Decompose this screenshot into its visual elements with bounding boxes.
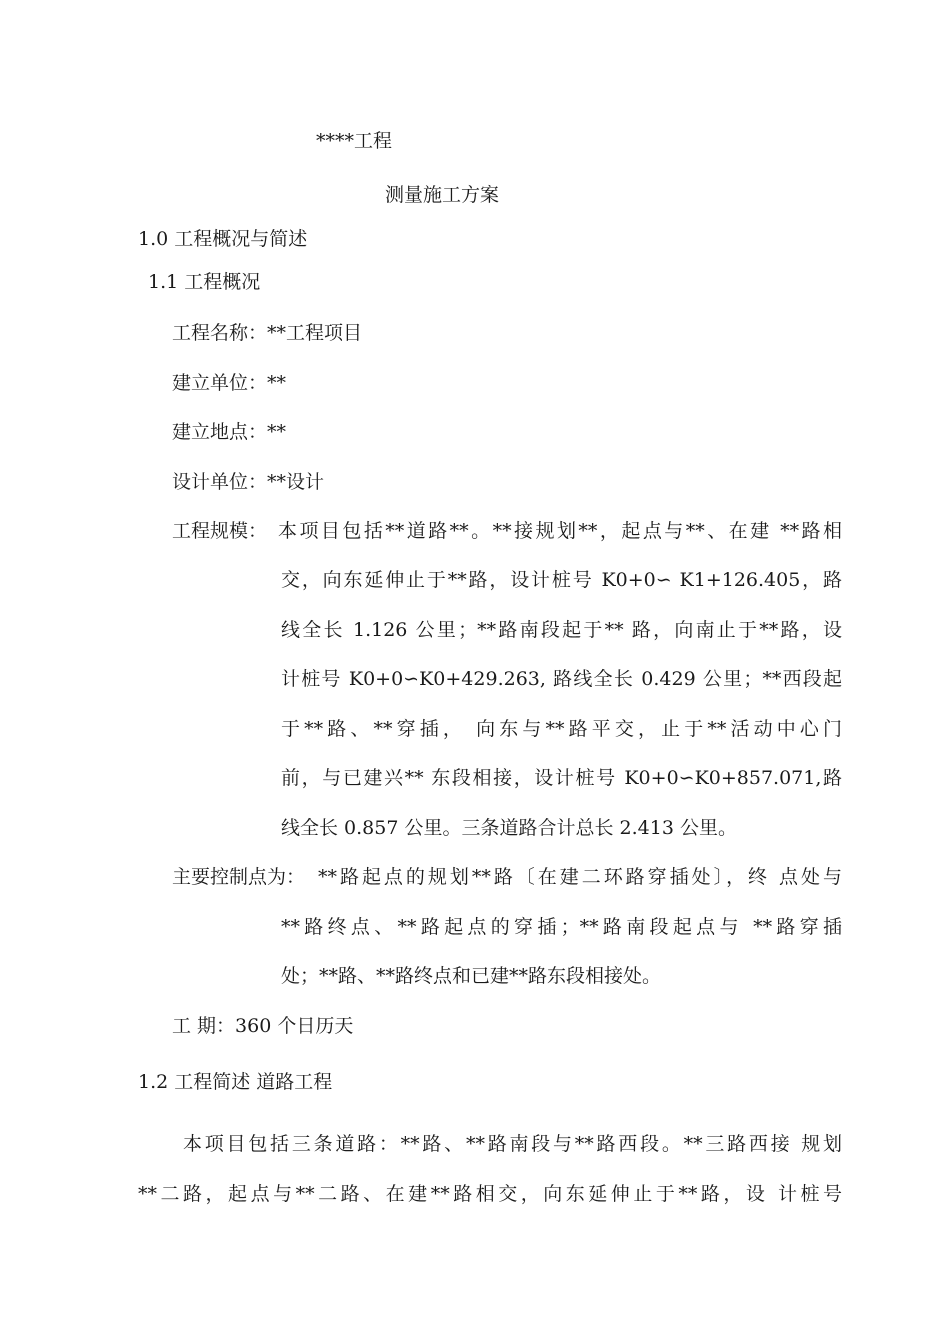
scale-text-line: 线全长 1.126 公里；**路南段起于** 路，向南止于**路，设 <box>281 619 842 641</box>
doc-title-1: ****工程 <box>316 130 393 152</box>
paragraph-line: 本项目包括三条道路：**路、**路南段与**路西段。**三路西接 规划 <box>183 1133 842 1155</box>
section-heading-1-0: 1.0 工程概况与简述 <box>138 228 308 250</box>
construction-unit: 建立单位：** <box>172 372 287 394</box>
scale-text-line: 线全长 0.857 公里。三条道路合计总长 2.413 公里。 <box>281 817 737 839</box>
control-text-line: 处；**路、**路终点和已建**路东段相接处。 <box>281 965 662 987</box>
design-unit: 设计单位：**设计 <box>172 471 325 493</box>
paragraph-line: **二路，起点与**二路、在建**路相交，向东延伸止于**路，设 计桩号 <box>138 1183 842 1205</box>
section-heading-1-1: 1.1 工程概况 <box>148 271 261 293</box>
control-label: 主要控制点为： <box>172 866 306 888</box>
scale-text-line: 交，向东延伸止于**路，设计桩号 K0+0∽ K1+126.405，路 <box>281 569 842 591</box>
scale-text-line: 计桩号 K0+0∽K0+429.263, 路线全长 0.429 公里；**西段起 <box>281 668 842 690</box>
control-text-line: **路起点的规划**路〔在建二环路穿插处〕，终 点处与 <box>318 866 842 888</box>
construction-site: 建立地点：** <box>172 421 287 443</box>
section-heading-1-2: 1.2 工程简述 道路工程 <box>138 1071 333 1093</box>
scale-text-line: 前，与已建兴** 东段相接，设计桩号 K0+0∽K0+857.071,路 <box>281 767 842 789</box>
doc-title-2: 测量施工方案 <box>385 184 500 206</box>
project-name: 工程名称：**工程项目 <box>172 322 363 344</box>
scale-text-line: 于**路、**穿插， 向东与**路平交，止于**活动中心门 <box>281 718 842 740</box>
scale-label: 工程规模： <box>172 520 268 542</box>
construction-period: 工 期：360 个日历天 <box>172 1015 354 1037</box>
scale-text-line: 本项目包括**道路**。**接规划**，起点与**、在建 **路相 <box>278 520 842 542</box>
control-text-line: **路终点、**路起点的穿插；**路南段起点与 **路穿插 <box>281 916 842 938</box>
